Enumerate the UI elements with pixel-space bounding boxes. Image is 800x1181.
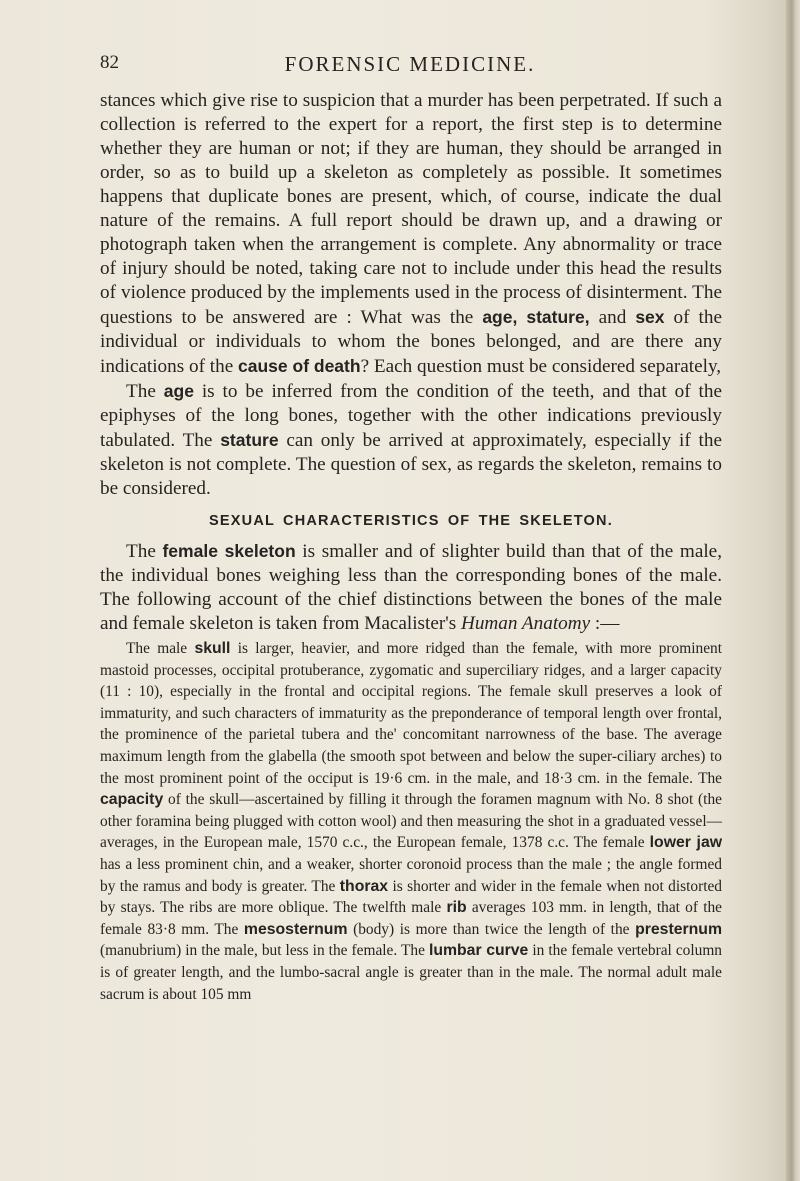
text-run: is larger, heavier, and more ridged than the female, with more prominent mastoid processes, occipital protuberance, zygomatic and superciliary ridges, and a larger capacity (11 : 10), especially in the frontal and occipital regions. The female skull preserves a look of immaturity, and such characters of immaturity as the preponderance of temporal length over frontal, the prominence of the parietal tubera and the' concomitant narrowness of the base. The average maximum length from the glabella (the smooth spot between and below the super-ciliary arches) to the most prominent point of the occiput is 19·6 cm. in the male, and 18·3 cm. in the female. The (100, 640, 722, 787)
text-run: averages 103 mm. in length, that of the female 83·8 mm. The (100, 899, 722, 938)
bold-term: sex (635, 307, 665, 327)
text-run: can only be arrived at approximately, especially if the skeleton is not complete. The question of sex, as regards the skeleton, remains to be considered. (100, 430, 722, 499)
bold-term: skull (194, 640, 231, 657)
paragraph-female-skeleton (100, 539, 722, 636)
paragraph-remains-examination (100, 89, 722, 379)
running-title: FORENSIC MEDICINE. (284, 52, 536, 76)
bold-term: cause of death (238, 356, 361, 376)
page-number: 82 (100, 52, 119, 73)
text-run: (manubrium) in the male, but less in the female. The (100, 942, 429, 960)
bold-term: lower jaw (649, 834, 723, 852)
bold-term: mesosternum (243, 920, 348, 938)
text-run: The (126, 541, 163, 562)
text-run: is to be inferred from the condition of the teeth, and that of the epiphyses of the long bones, together with the other indications previously tabulated. The (100, 381, 722, 451)
text-run: in the female vertebral column is of greater length, and the lumbo-sacral angle is greater than in the male. The normal adult male sacrum is about 105 mm (100, 942, 723, 1003)
paragraph-age-stature (100, 379, 722, 501)
body-text (100, 89, 722, 1005)
text-run: stances which give rise to suspicion that a murder has been perpetrated. If such a collection is referred to the expert for a report, the first step is to determine whether they are human or not; if they are human, they should be arranged in order, so as to build up a skeleton as completely as possible. It sometimes happens that duplicate bones are present, which, of course, indicate the dual nature of the remains. A full report should be drawn up, and a drawing or photograph taken when the arrangement is complete. Any abnormality or trace of injury should be noted, taking care not to include under this head the results of violence produced by the implements used in the process of disinterment. The questions to be answered are : What was the (100, 90, 722, 328)
bold-term: lumbar curve (428, 942, 529, 960)
text-run: is shorter and wider in the female when not distorted by stays. The ribs are more oblique. The twelfth male (100, 877, 723, 917)
bold-term: capacity (100, 791, 164, 809)
text-run: has a less prominent chin, and a weaker, shorter coronoid process than the male ; the angle formed by the ramus and body is greater. The (100, 855, 722, 895)
text-run: and (589, 307, 636, 328)
bold-term: stature, (526, 307, 590, 327)
text-run: of the skull—ascertained by filling it through the foramen magnum with No. 8 shot (the other foramina being plugged with cotton wool) and then measuring the shot in a graduated vessel—averages, in the European male, 1570 c.c., the European female, 1378 c.c. The female (100, 791, 722, 852)
page-header (100, 52, 720, 80)
text-run: :— (590, 613, 620, 634)
bold-term: female skeleton (162, 541, 296, 561)
text-run: ? Each question must be considered separately, (360, 356, 722, 377)
text-run: is smaller and of slighter build than that of the male, the individual bones weighing less than the corresponding bones of the male. The following account of the chief distinctions between the bones of the male and female skeleton is taken from Macalister's (100, 541, 722, 634)
section-heading: SEXUAL CHARACTERISTICS OF THE SKELETON. (209, 513, 613, 529)
bold-term: age, (482, 307, 518, 327)
text-run: The male (126, 640, 195, 657)
text-run: (body) is more than twice the length of the (347, 920, 636, 938)
text-run: The (126, 381, 164, 402)
book-citation: Human Anatomy (460, 613, 591, 634)
paragraph-quoted-anatomy (100, 638, 722, 1005)
text-run: of the individual or individuals to whom the bones belonged, and are there any indications of the (100, 307, 722, 377)
bold-term: age (163, 381, 194, 401)
bold-term: rib (446, 899, 467, 917)
bold-term: thorax (339, 877, 389, 895)
bold-term: presternum (635, 920, 722, 938)
page-edge-shadow (786, 0, 800, 1181)
bold-term: stature (220, 430, 279, 450)
